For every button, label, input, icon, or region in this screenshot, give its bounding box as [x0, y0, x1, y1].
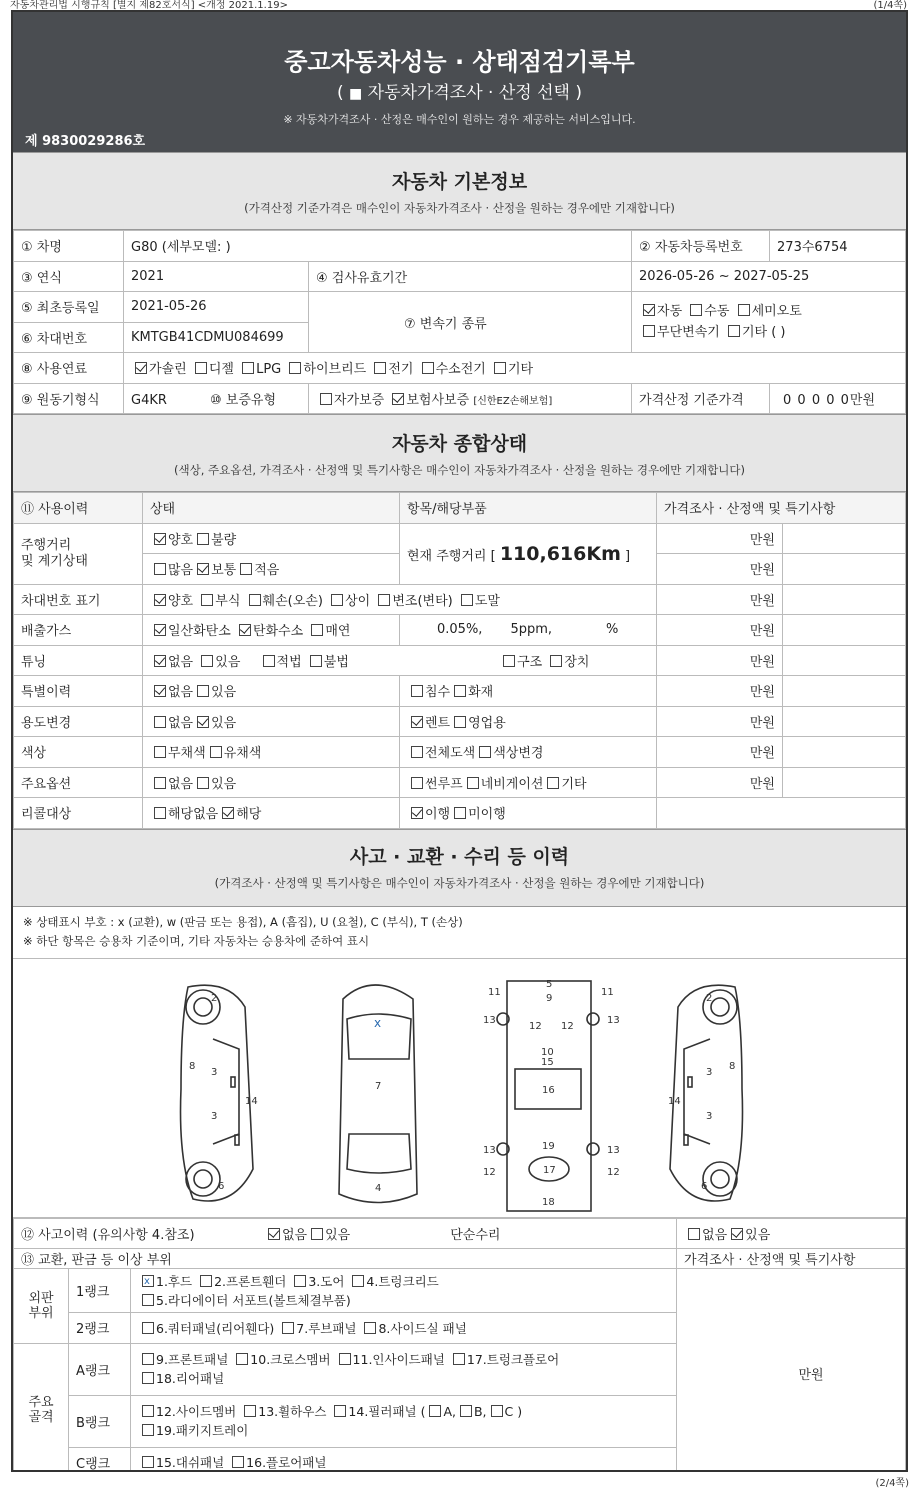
- overall-subtitle: (색상, 주요옵션, 가격조사 · 산정액 및 특기사항은 매수인이 자동차가격조사 · 산정을 원하는 경우에만 기재합니다): [173, 463, 746, 477]
- warranty-options: 자가보증 보험사보증 [신한EZ손해보험]: [309, 383, 632, 414]
- label-vin: ⑥ 차대번호: [14, 322, 124, 353]
- checkbox-hood[interactable]: [142, 1275, 154, 1287]
- svg-text:12: 12: [529, 1020, 542, 1032]
- price-tuning: 만원: [657, 645, 783, 676]
- col-usage-history: ⑪ 사용이력: [14, 493, 143, 524]
- recall-items: 이행 미이행: [400, 798, 657, 829]
- svg-text:3: 3: [706, 1066, 713, 1078]
- use-change-items: 렌트 영업용: [400, 706, 657, 737]
- checkbox-navigation[interactable]: [467, 777, 479, 789]
- checkbox-mile-bad[interactable]: [197, 533, 209, 545]
- checkbox-quarter-panel[interactable]: [142, 1322, 154, 1334]
- svg-text:8: 8: [189, 1060, 196, 1072]
- color-options: 무채색 유채색: [143, 737, 400, 768]
- label-car-name: ① 차명: [14, 231, 124, 262]
- label-year: ③ 연식: [14, 261, 124, 292]
- label-inspection: ④ 검사유효기간: [309, 261, 632, 292]
- label-rankC: C랭크: [69, 1447, 131, 1472]
- svg-text:11: 11: [488, 986, 501, 998]
- checkbox-hc[interactable]: [239, 624, 251, 636]
- checkbox-vin-dmg[interactable]: [249, 594, 261, 606]
- label-outer-panels: 외판 부위: [14, 1269, 69, 1344]
- insurer-name: [신한EZ손해보험]: [473, 395, 553, 407]
- checkbox-auto[interactable]: [643, 304, 655, 316]
- svg-text:5: 5: [546, 978, 553, 990]
- parts-price-header: 가격조사 · 산정액 및 특기사항: [677, 1249, 906, 1269]
- checkbox-vin-corr[interactable]: [201, 594, 213, 606]
- accident-section-header: [13, 829, 906, 907]
- label-options: 주요옵션: [14, 767, 143, 798]
- checkbox-mile-many[interactable]: [154, 563, 166, 575]
- svg-text:3: 3: [211, 1110, 218, 1122]
- checkbox-accident-no[interactable]: [268, 1228, 280, 1240]
- checkbox-insurance-warranty[interactable]: [392, 393, 404, 405]
- svg-text:10: 10: [541, 1046, 554, 1058]
- checkbox-tune-yes[interactable]: [201, 655, 213, 667]
- fuel-options: 가솔린 디젤 LPG 하이브리드 전기 수소전기 기타: [124, 353, 906, 384]
- svg-text:17: 17: [543, 1164, 556, 1176]
- label-special: 특별이력: [14, 676, 143, 707]
- checkbox-co[interactable]: [154, 624, 166, 636]
- checkbox-self-warranty[interactable]: [320, 393, 332, 405]
- overall-status-table: [13, 492, 906, 829]
- reg-number-value: 273수6754: [770, 231, 906, 262]
- label-reg-number: ② 자동차등록번호: [632, 231, 770, 262]
- label-rankA: A랭크: [69, 1343, 131, 1395]
- checkbox-dash-panel[interactable]: [142, 1456, 154, 1468]
- checkbox-opt-yes[interactable]: [197, 777, 209, 789]
- page-indicator: (1/4쪽): [873, 0, 907, 11]
- checkbox-recall-notdone[interactable]: [454, 807, 466, 819]
- rankC-parts: 15.대쉬패널 16.플로어패널: [131, 1447, 677, 1472]
- engine-warranty: [124, 383, 309, 414]
- svg-text:12: 12: [561, 1020, 574, 1032]
- form-frame: [11, 10, 908, 1472]
- special-items: 침수 화재: [400, 676, 657, 707]
- side-view-right: [668, 985, 743, 1201]
- price-options: 만원: [657, 767, 783, 798]
- options-items: 썬루프 네비게이션 기타: [400, 767, 657, 798]
- svg-text:4: 4: [375, 1182, 382, 1194]
- checkbox-trans-etc[interactable]: [728, 325, 740, 337]
- svg-text:13: 13: [483, 1014, 496, 1026]
- label-simple-repair: 단순수리: [450, 1227, 501, 1243]
- checkbox-use-yes[interactable]: [197, 716, 209, 728]
- label-engine: ⑨ 원동기형식: [14, 383, 124, 414]
- checkbox-rear-panel[interactable]: [142, 1372, 154, 1384]
- price-color: 만원: [657, 737, 783, 768]
- inspection-value: 2026-05-26 ~ 2027-05-25: [632, 261, 906, 292]
- svg-text:19: 19: [542, 1140, 555, 1152]
- vin-marking-options: 양호 부식 훼손(오손) 상이 변조(변타) 도말: [143, 584, 657, 615]
- checkbox-tune-struct[interactable]: [503, 655, 515, 667]
- svg-text:12: 12: [607, 1166, 620, 1178]
- checkbox-side-sill[interactable]: [364, 1322, 376, 1334]
- basic-info-table: [13, 230, 906, 414]
- emission-options: 일산화탄소 탄화수소 매연: [143, 615, 400, 646]
- emission-values: 0.05%, 5ppm, %: [400, 615, 657, 646]
- year-value: 2021: [124, 261, 309, 292]
- checkbox-semi[interactable]: [738, 304, 750, 316]
- mileage-value: 110,616Km: [499, 542, 621, 565]
- svg-text:13: 13: [483, 1144, 496, 1156]
- label-first-reg: ⑤ 최초등록일: [14, 292, 124, 323]
- svg-text:3: 3: [706, 1110, 713, 1122]
- label-fuel: ⑧ 사용연료: [14, 353, 124, 384]
- label-mileage: 주행거리 및 계기상태: [14, 523, 143, 584]
- color-items: 전체도색 색상변경: [400, 737, 657, 768]
- underbody-view: [483, 979, 620, 1211]
- checkbox-vin-diff[interactable]: [331, 594, 343, 606]
- mileage-condition: 양호 불량: [143, 523, 400, 554]
- label-main-frame: 주요 골격: [14, 1343, 69, 1472]
- parts-price: 만원: [677, 1269, 906, 1473]
- checkbox-tune-device[interactable]: [550, 655, 562, 667]
- label-accident-history: ⑫ 사고이력 (유의사항 4.참조): [21, 1227, 195, 1243]
- checkbox-hydrogen[interactable]: [422, 362, 434, 374]
- svg-text:6: 6: [701, 1180, 708, 1192]
- current-mileage: 현재 주행거리 [ 110,616Km ]: [400, 523, 657, 584]
- recall-options: 해당없음 해당: [143, 798, 400, 829]
- checkbox-business[interactable]: [454, 716, 466, 728]
- checkbox-hybrid[interactable]: [289, 362, 301, 374]
- label-base-price: 가격산정 기준가격: [632, 383, 770, 414]
- options-status: 없음 있음: [143, 767, 400, 798]
- checkbox-pillar-c[interactable]: [491, 1405, 503, 1417]
- simple-repair-options: 없음 있음: [677, 1218, 906, 1249]
- legend-note: ※ 하단 항목은 승용차 기준이며, 기타 자동차는 승용차에 준하여 표시: [23, 933, 370, 948]
- label-warranty: ⑩ 보증유형: [210, 392, 277, 408]
- use-change-options: 없음 있음: [143, 706, 400, 737]
- checkbox-vin-del[interactable]: [461, 594, 473, 606]
- vin-value: KMTGB41CDMU084699: [124, 322, 309, 353]
- first-reg-value: 2021-05-26: [124, 292, 309, 323]
- checkbox-package-tray[interactable]: [142, 1424, 154, 1436]
- accident-history-row: ⑫ 사고이력 (유의사항 4.참조) 없음 있음 단순수리: [14, 1218, 677, 1249]
- svg-text:3: 3: [211, 1066, 218, 1078]
- col-price: 가격조사 · 산정액 및 특기사항: [657, 493, 906, 524]
- svg-text:11: 11: [601, 986, 614, 998]
- svg-text:14: 14: [668, 1095, 681, 1107]
- checkbox-trunk-floor[interactable]: [453, 1353, 465, 1365]
- checkbox-accident-yes[interactable]: [311, 1228, 323, 1240]
- transmission-options: 자동 수동 세미오토 무단변속기 기타 ( ): [632, 292, 906, 353]
- checkbox-pillar-b[interactable]: [460, 1405, 472, 1417]
- svg-text:8: 8: [729, 1060, 736, 1072]
- checkbox-simple-yes[interactable]: [731, 1228, 743, 1240]
- accident-title: 사고 · 교환 · 수리 등 이력: [349, 845, 570, 868]
- page-indicator-bottom: (2/4쪽): [875, 1478, 909, 1489]
- checkbox-wheel-house[interactable]: [244, 1405, 256, 1417]
- checkbox-front-panel[interactable]: [142, 1353, 154, 1365]
- engine-value: G4KR: [131, 392, 167, 408]
- checkbox-trunk-lid[interactable]: [352, 1275, 364, 1287]
- label-rankB: B랭크: [69, 1395, 131, 1447]
- checkbox-electric[interactable]: [374, 362, 386, 374]
- form-header: [13, 12, 906, 152]
- checkbox-tune-no[interactable]: [154, 655, 166, 667]
- rankA-parts: 9.프론트패널 10.크로스멤버 11.인사이드패널 17.트렁크플로어 18.리어패널: [131, 1343, 677, 1395]
- svg-text:7: 7: [375, 1080, 382, 1092]
- checkbox-tune-illegal[interactable]: [310, 655, 322, 667]
- checkbox-smoke[interactable]: [311, 624, 323, 636]
- col-items: 항목/해당부품: [400, 493, 657, 524]
- form-title: 중고자동차성능 · 상태점검기록부: [284, 48, 635, 76]
- checkbox-diesel[interactable]: [195, 362, 207, 374]
- checkbox-achromatic[interactable]: [154, 746, 166, 758]
- svg-text:15: 15: [541, 1056, 554, 1068]
- form-reference: 자동차관리법 시행규칙 [별지 제82호서식] <개정 2021.1.19>: [10, 0, 288, 11]
- form-subtitle: ( ■ 자동차가격조사 · 산정 선택 ): [337, 83, 582, 103]
- svg-text:6: 6: [218, 1180, 225, 1192]
- checkbox-opt-no[interactable]: [154, 777, 166, 789]
- checkbox-opt-etc[interactable]: [547, 777, 559, 789]
- price-use: 만원: [657, 706, 783, 737]
- svg-text:2: 2: [211, 992, 218, 1004]
- price-mileage-1: 만원: [657, 523, 783, 554]
- checkbox-manual[interactable]: [690, 304, 702, 316]
- checkbox-vin-good[interactable]: [154, 594, 166, 606]
- checkbox-full-paint[interactable]: [411, 746, 423, 758]
- checkbox-pillar-panel[interactable]: [334, 1405, 346, 1417]
- special-options: 없음 있음: [143, 676, 400, 707]
- rankB-parts: 12.사이드멤버 13.휠하우스 14.필러패널 ( A, B, C ) 19.패키지트레이: [131, 1395, 677, 1447]
- checkbox-mile-normal[interactable]: [197, 563, 209, 575]
- label-transmission: ⑦ 변속기 종류: [309, 292, 632, 353]
- checkbox-pillar-a[interactable]: [429, 1405, 441, 1417]
- svg-text:16: 16: [542, 1084, 555, 1096]
- base-price-value: 0 0 0 0 0만원: [770, 383, 906, 414]
- price-vin: 만원: [657, 584, 783, 615]
- basic-title: 자동차 기본정보: [391, 171, 528, 193]
- form-note: ※ 자동차가격조사 · 산정은 매수인이 원하는 경우 제공하는 서비스입니다.: [283, 113, 636, 126]
- checkbox-door[interactable]: [294, 1275, 306, 1287]
- checkbox-floor-panel[interactable]: [232, 1456, 244, 1468]
- form-number: 제 9830029286호: [25, 134, 146, 149]
- label-vin-marking: 차대번호 표기: [14, 584, 143, 615]
- checkbox-front-fender[interactable]: [200, 1275, 212, 1287]
- checkbox-cross-member[interactable]: [236, 1353, 248, 1365]
- checkbox-recall-done[interactable]: [411, 807, 423, 819]
- checkbox-fire[interactable]: [454, 685, 466, 697]
- svg-text:18: 18: [542, 1196, 555, 1208]
- hood-mark: x: [374, 1015, 382, 1030]
- label-rank1: 1랭크: [69, 1269, 131, 1313]
- car-diagram: [13, 959, 906, 1218]
- overall-section-header: [13, 414, 906, 492]
- svg-text:14: 14: [245, 1095, 258, 1107]
- checkbox-special-no[interactable]: [154, 685, 166, 697]
- checkbox-roof-panel[interactable]: [282, 1322, 294, 1334]
- checkbox-recall-none[interactable]: [154, 807, 166, 819]
- legend-symbols: ※ 상태표시 부호 : x (교환), w (판금 또는 용접), A (흠집), U (요철), C (부식), T (손상): [23, 914, 463, 929]
- checkbox-lpg[interactable]: [242, 362, 254, 374]
- col-status: 상태: [143, 493, 400, 524]
- label-color: 색상: [14, 737, 143, 768]
- svg-text:13: 13: [607, 1014, 620, 1026]
- side-view-left: [181, 985, 258, 1201]
- label-rank2: 2랭크: [69, 1313, 131, 1344]
- checkbox-mile-good[interactable]: [154, 533, 166, 545]
- checkbox-radiator-support[interactable]: [142, 1294, 154, 1306]
- label-tuning: 튜닝: [14, 645, 143, 676]
- label-recall: 리콜대상: [14, 798, 143, 829]
- basic-subtitle: (가격산정 기준가격은 매수인이 자동차가격조사 · 산정을 원하는 경우에만 기재합니다): [244, 201, 675, 215]
- label-use-change: 용도변경: [14, 706, 143, 737]
- svg-text:2: 2: [706, 992, 713, 1004]
- checkbox-mile-few[interactable]: [240, 563, 252, 575]
- accident-subtitle: (가격조사 · 산정액 및 특기사항은 매수인이 자동차가격조사 · 산정을 원하는 경우에만 기재합니다): [214, 875, 705, 890]
- car-diagram-svg: [13, 959, 906, 1218]
- svg-text:13: 13: [607, 1144, 620, 1156]
- car-name-value: G80 (세부모델: ): [124, 231, 632, 262]
- price-mileage-2: 만원: [657, 554, 783, 585]
- accident-table: [13, 1218, 906, 1473]
- checkbox-gasoline[interactable]: [135, 362, 147, 374]
- checkbox-chromatic[interactable]: [210, 746, 222, 758]
- checkbox-inside-panel[interactable]: [339, 1353, 351, 1365]
- top-view: [339, 985, 417, 1203]
- price-special: 만원: [657, 676, 783, 707]
- checkbox-cvt[interactable]: [643, 325, 655, 337]
- checkbox-recall-yes[interactable]: [222, 807, 234, 819]
- checkbox-color-change[interactable]: [479, 746, 491, 758]
- rank2-parts: 6.쿼터패널(리어휀다) 7.루브패널 8.사이드실 패널: [131, 1313, 677, 1344]
- svg-text:9: 9: [546, 992, 553, 1004]
- price-emission: 만원: [657, 615, 783, 646]
- rank1-parts: x1.후드 2.프론트휀더 3.도어 4.트렁크리드 5.라디에이터 서포트(볼트체결부품): [131, 1269, 677, 1313]
- checkbox-flood[interactable]: [411, 685, 423, 697]
- overall-title: 자동차 종합상태: [391, 433, 528, 455]
- checkbox-rent[interactable]: [411, 716, 423, 728]
- checkbox-fuel-etc[interactable]: [494, 362, 506, 374]
- basic-section-header: [13, 152, 906, 230]
- checkbox-use-no[interactable]: [154, 716, 166, 728]
- label-emission: 배출가스: [14, 615, 143, 646]
- svg-text:12: 12: [483, 1166, 496, 1178]
- checkbox-special-yes[interactable]: [197, 685, 209, 697]
- checkbox-vin-alt[interactable]: [378, 594, 390, 606]
- tuning-options: 없음 있음 적법 불법 구조 장치: [143, 645, 657, 676]
- checkbox-sunroof[interactable]: [411, 777, 423, 789]
- mileage-amount: 많음 보통 적음: [143, 554, 400, 585]
- checkbox-simple-no[interactable]: [688, 1228, 700, 1240]
- status-legend: [13, 907, 906, 959]
- checkbox-side-member[interactable]: [142, 1405, 154, 1417]
- label-parts: ⑬ 교환, 판금 등 이상 부위: [14, 1249, 677, 1269]
- checkbox-tune-legal[interactable]: [263, 655, 275, 667]
